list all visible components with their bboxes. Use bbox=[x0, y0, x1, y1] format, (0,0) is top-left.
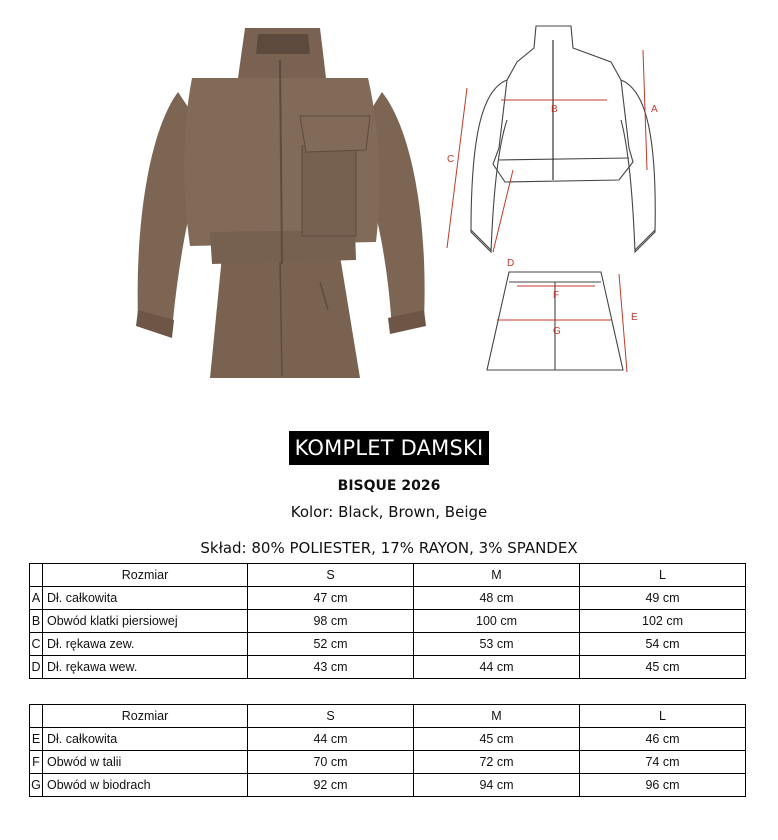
cell-s: 92 cm bbox=[248, 774, 414, 797]
row-letter: E bbox=[30, 728, 43, 751]
cell-l: 102 cm bbox=[580, 610, 746, 633]
cell-m: 100 cm bbox=[414, 610, 580, 633]
label-b: B bbox=[551, 104, 558, 115]
row-letter: B bbox=[30, 610, 43, 633]
cell-m: 45 cm bbox=[414, 728, 580, 751]
header-size-m: M bbox=[414, 564, 580, 587]
cell-l: 54 cm bbox=[580, 633, 746, 656]
row-letter: F bbox=[30, 751, 43, 774]
label-d: D bbox=[507, 258, 515, 269]
header-size-m: M bbox=[414, 705, 580, 728]
cell-l: 74 cm bbox=[580, 751, 746, 774]
cell-l: 96 cm bbox=[580, 774, 746, 797]
header-size-label: Rozmiar bbox=[43, 705, 248, 728]
table-row bbox=[30, 633, 746, 656]
header-size-l: L bbox=[580, 564, 746, 587]
table-row bbox=[30, 728, 746, 751]
row-letter: A bbox=[30, 587, 43, 610]
cell-m: 72 cm bbox=[414, 751, 580, 774]
table-header-row bbox=[30, 564, 746, 587]
product-photo bbox=[130, 20, 430, 385]
row-name: Obwód klatki piersiowej bbox=[43, 610, 248, 633]
header-size-s: S bbox=[248, 705, 414, 728]
composition-info: Skład: 80% POLIESTER, 17% RAYON, 3% SPANDEX bbox=[200, 539, 578, 557]
row-name: Obwód w talii bbox=[43, 751, 248, 774]
product-code: BISQUE 2026 bbox=[337, 478, 441, 494]
color-info: Kolor: Black, Brown, Beige bbox=[290, 503, 488, 521]
header-size-l: L bbox=[580, 705, 746, 728]
cell-l: 49 cm bbox=[580, 587, 746, 610]
garment-schematic bbox=[441, 20, 665, 385]
cell-s: 43 cm bbox=[248, 656, 414, 679]
label-f: F bbox=[553, 290, 560, 301]
cell-s: 44 cm bbox=[248, 728, 414, 751]
measurement-diagram bbox=[441, 20, 665, 385]
table-row bbox=[30, 610, 746, 633]
label-a: A bbox=[651, 104, 658, 115]
table-header-row bbox=[30, 705, 746, 728]
table-row bbox=[30, 656, 746, 679]
label-g: G bbox=[553, 326, 561, 337]
cell-s: 47 cm bbox=[248, 587, 414, 610]
row-letter: D bbox=[30, 656, 43, 679]
cell-m: 44 cm bbox=[414, 656, 580, 679]
table-row bbox=[30, 751, 746, 774]
row-name: Dł. całkowita bbox=[43, 587, 248, 610]
skirt-size-table bbox=[29, 704, 746, 797]
row-letter: G bbox=[30, 774, 43, 797]
cell-s: 70 cm bbox=[248, 751, 414, 774]
row-name: Dł. całkowita bbox=[43, 728, 248, 751]
cell-m: 53 cm bbox=[414, 633, 580, 656]
cell-s: 98 cm bbox=[248, 610, 414, 633]
row-letter: C bbox=[30, 633, 43, 656]
header-size-label: Rozmiar bbox=[43, 564, 248, 587]
table-row bbox=[30, 774, 746, 797]
label-e: E bbox=[631, 312, 638, 323]
cell-l: 45 cm bbox=[580, 656, 746, 679]
label-c: C bbox=[447, 154, 455, 165]
cell-l: 46 cm bbox=[580, 728, 746, 751]
product-title: KOMPLET DAMSKI bbox=[289, 431, 489, 465]
jacket-skirt-photo bbox=[130, 20, 430, 385]
row-name: Obwód w biodrach bbox=[43, 774, 248, 797]
header-size-s: S bbox=[248, 564, 414, 587]
row-name: Dł. rękawa wew. bbox=[43, 656, 248, 679]
row-name: Dł. rękawa zew. bbox=[43, 633, 248, 656]
measure-lines bbox=[447, 50, 647, 372]
header-letter-cell bbox=[30, 564, 43, 587]
cell-s: 52 cm bbox=[248, 633, 414, 656]
cell-m: 48 cm bbox=[414, 587, 580, 610]
table-row bbox=[30, 587, 746, 610]
cell-m: 94 cm bbox=[414, 774, 580, 797]
header-letter-cell bbox=[30, 705, 43, 728]
jacket-size-table bbox=[29, 563, 746, 679]
